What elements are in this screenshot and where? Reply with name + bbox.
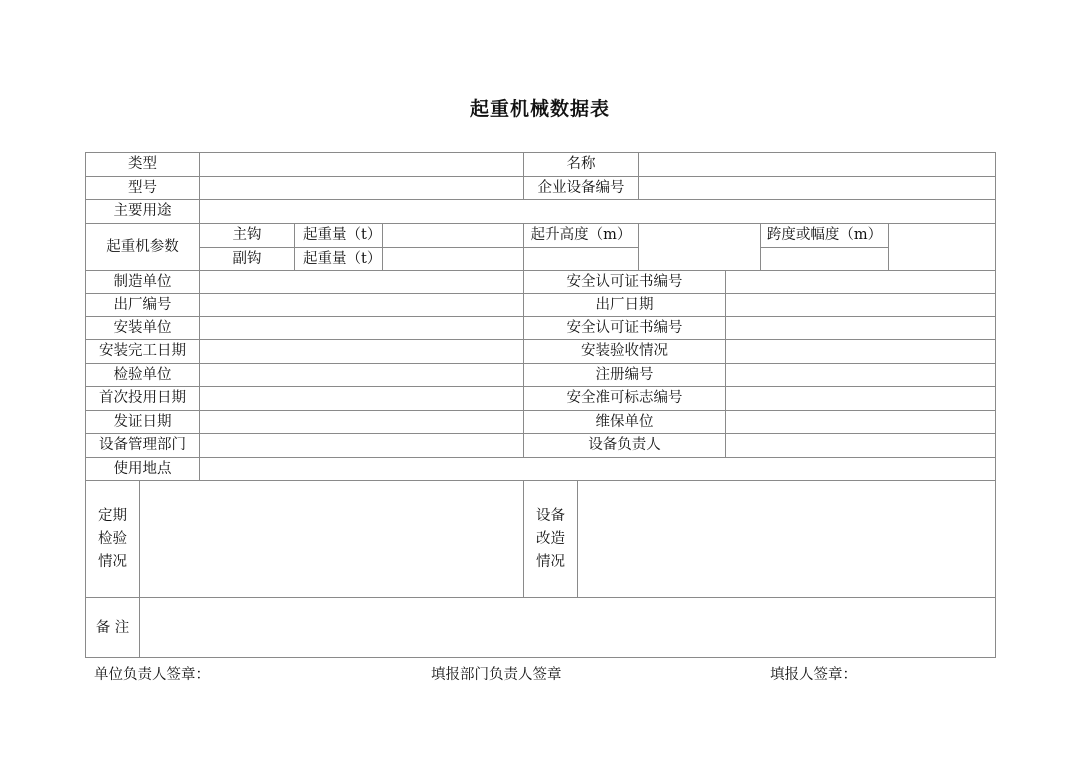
field-modification[interactable] xyxy=(577,480,996,597)
label-main-load: 起重量（t） xyxy=(294,223,382,247)
label-periodic-inspection xyxy=(85,480,139,597)
field-periodic-inspection[interactable] xyxy=(139,480,523,597)
label-char: 改造 xyxy=(536,530,565,547)
label-factory-date: 出厂日期 xyxy=(523,293,725,316)
signature-dept-head: 填报部门负责人签章 xyxy=(431,667,562,683)
label-issue-date: 发证日期 xyxy=(85,410,199,433)
label-manufacturer-cert-no: 安全认可证书编号 xyxy=(523,270,725,293)
field-issue-date[interactable] xyxy=(199,410,523,433)
label-char: 情况 xyxy=(98,553,127,570)
field-model[interactable] xyxy=(199,176,523,199)
field-main-load[interactable] xyxy=(382,223,523,247)
label-equipment-owner: 设备负责人 xyxy=(523,433,725,457)
field-maintenance-unit[interactable] xyxy=(725,410,996,433)
label-registration-no: 注册编号 xyxy=(523,363,725,386)
signature-filler: 填报人签章： xyxy=(770,667,857,683)
field-aux-load[interactable] xyxy=(382,247,523,270)
field-factory-no[interactable] xyxy=(199,293,523,316)
label-manufacturer: 制造单位 xyxy=(85,270,199,293)
label-remarks: 备 注 xyxy=(85,597,139,658)
field-type[interactable] xyxy=(199,152,523,176)
field-remarks[interactable] xyxy=(139,597,996,658)
label-aux-load: 起重量（t） xyxy=(294,247,382,270)
field-equipment-owner[interactable] xyxy=(725,433,996,457)
field-install-date[interactable] xyxy=(199,339,523,363)
signature-unit-head: 单位负责人签章： xyxy=(94,667,210,683)
label-installer: 安装单位 xyxy=(85,316,199,339)
field-lift-height[interactable] xyxy=(638,223,760,270)
field-safety-mark-no[interactable] xyxy=(725,386,996,410)
label-char: 设备 xyxy=(536,507,565,524)
field-purpose[interactable] xyxy=(199,199,996,223)
field-installer[interactable] xyxy=(199,316,523,339)
field-enterprise-equipment-no[interactable] xyxy=(638,176,996,199)
blank-cell xyxy=(523,247,638,270)
field-manufacturer-cert-no[interactable] xyxy=(725,270,996,293)
field-name[interactable] xyxy=(638,152,996,176)
blank-cell xyxy=(760,247,888,270)
field-management-dept[interactable] xyxy=(199,433,523,457)
field-location[interactable] xyxy=(199,457,996,480)
label-crane-params: 起重机参数 xyxy=(85,223,199,270)
label-main-hook: 主钩 xyxy=(199,223,294,247)
label-char: 情况 xyxy=(536,553,565,570)
field-install-acceptance[interactable] xyxy=(725,339,996,363)
label-management-dept: 设备管理部门 xyxy=(85,433,199,457)
field-inspector[interactable] xyxy=(199,363,523,386)
label-span: 跨度或幅度（m） xyxy=(760,223,888,247)
label-inspector: 检验单位 xyxy=(85,363,199,386)
field-factory-date[interactable] xyxy=(725,293,996,316)
label-lift-height: 起升高度（m） xyxy=(523,223,638,247)
label-first-use-date: 首次投用日期 xyxy=(85,386,199,410)
label-name: 名称 xyxy=(523,152,638,176)
label-aux-hook: 副钩 xyxy=(199,247,294,270)
field-registration-no[interactable] xyxy=(725,363,996,386)
label-maintenance-unit: 维保单位 xyxy=(523,410,725,433)
label-location: 使用地点 xyxy=(85,457,199,480)
label-model: 型号 xyxy=(85,176,199,199)
label-install-date: 安装完工日期 xyxy=(85,339,199,363)
page-title: 起重机械数据表 xyxy=(469,98,610,120)
field-manufacturer[interactable] xyxy=(199,270,523,293)
label-installer-cert-no: 安全认可证书编号 xyxy=(523,316,725,339)
field-installer-cert-no[interactable] xyxy=(725,316,996,339)
label-factory-no: 出厂编号 xyxy=(85,293,199,316)
label-char: 检验 xyxy=(98,530,127,547)
label-modification xyxy=(523,480,577,597)
label-enterprise-equipment-no: 企业设备编号 xyxy=(523,176,638,199)
field-span[interactable] xyxy=(888,223,996,270)
label-install-acceptance: 安装验收情况 xyxy=(523,339,725,363)
label-safety-mark-no: 安全准可标志编号 xyxy=(523,386,725,410)
label-type: 类型 xyxy=(85,152,199,176)
field-first-use-date[interactable] xyxy=(199,386,523,410)
label-purpose: 主要用途 xyxy=(85,199,199,223)
label-char: 定期 xyxy=(98,507,127,524)
